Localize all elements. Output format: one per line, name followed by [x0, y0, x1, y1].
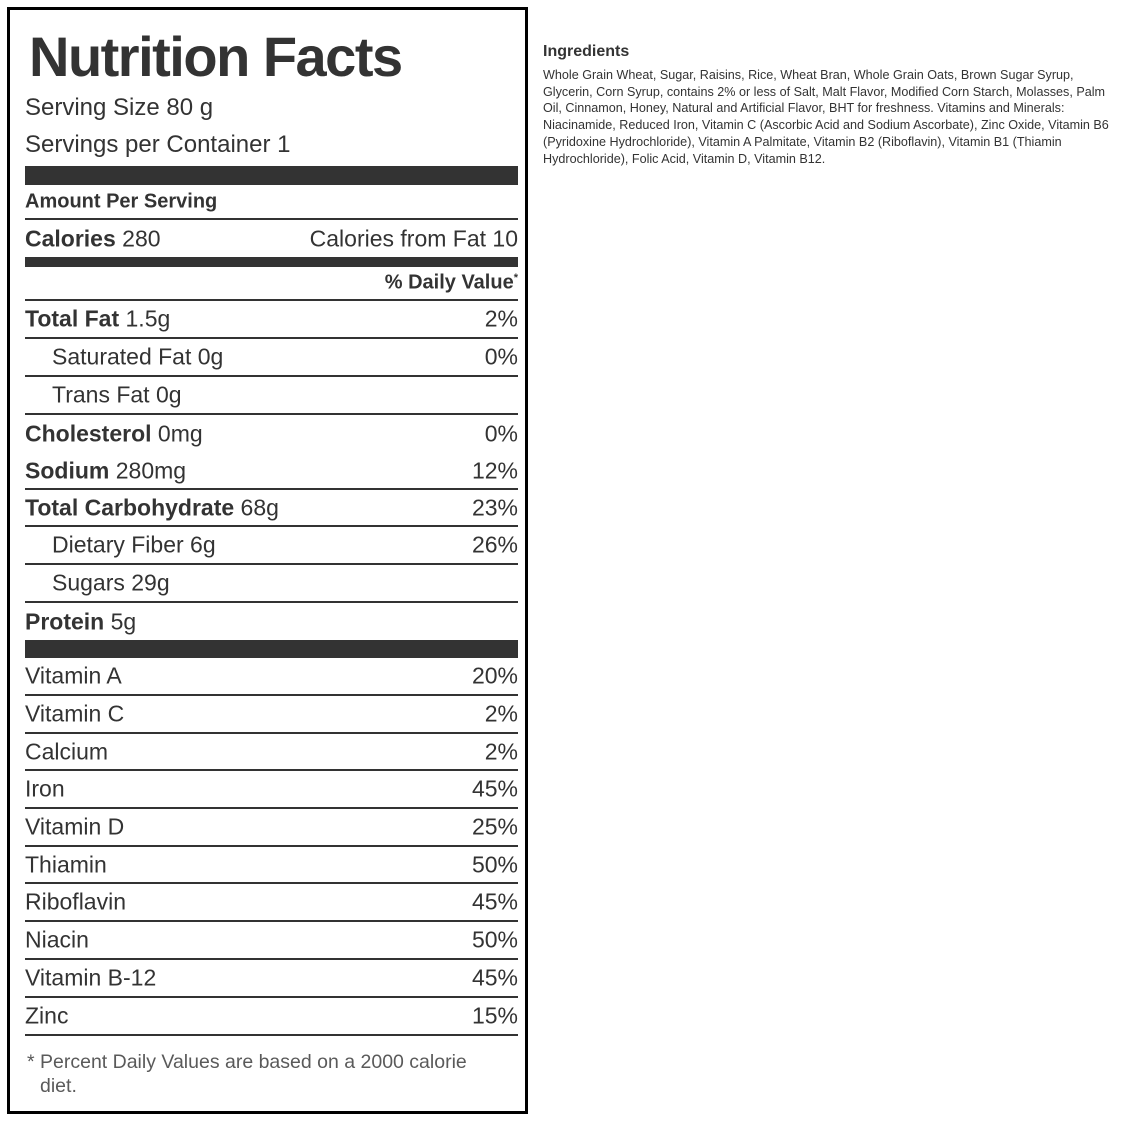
vitamin-row: [25, 734, 518, 771]
thick-divider: [25, 166, 518, 185]
nutrient-dv: 2%: [484, 305, 518, 332]
vitamin-dv: 2%: [484, 700, 518, 727]
nutrient-amount: 0g: [155, 381, 182, 408]
nutrient-name: Total Carbohydrate: [25, 494, 235, 520]
nutrient-row: [25, 603, 518, 640]
nutrient-name: Sodium: [25, 457, 110, 483]
calories-label: Calories: [25, 225, 116, 251]
nutrient-amount: 29g: [131, 569, 170, 596]
nutrient-dv: 0%: [484, 343, 518, 370]
vitamin-dv: 50%: [471, 926, 518, 953]
nutrient-row: [25, 415, 518, 453]
medium-divider: [25, 257, 518, 267]
vitamin-row: [25, 998, 518, 1036]
amount-per-serving: Amount Per Serving: [25, 190, 218, 212]
vitamin-row: [25, 809, 518, 847]
calories-value: 280: [122, 225, 161, 251]
nutrient-dv: 23%: [471, 494, 518, 520]
vitamin-dv: 25%: [471, 813, 518, 840]
vitamin-dv: 45%: [471, 964, 518, 991]
footnote-line-1: * Percent Daily Values are based on a 2000 calorie: [27, 1051, 467, 1073]
nutrient-row: [25, 377, 518, 415]
nutrient-row: [25, 339, 518, 377]
vitamin-dv: 45%: [471, 888, 518, 915]
vitamin-name: Zinc: [25, 1002, 69, 1029]
amount-per-serving-row: [25, 185, 518, 220]
nutrient-row: [25, 565, 518, 603]
vitamin-name: Vitamin D: [25, 813, 125, 840]
vitamin-row: [25, 771, 518, 809]
nutrient-row: [25, 527, 518, 565]
vitamin-name: Iron: [25, 775, 65, 802]
nutrient-name: Trans Fat: [52, 381, 150, 408]
nutrient-name: Sugars: [52, 569, 125, 596]
vitamin-row: [25, 960, 518, 998]
nutrient-amount: 0g: [197, 343, 224, 370]
nutrient-row: [25, 453, 518, 490]
vitamin-name: Niacin: [25, 926, 89, 953]
vitamin-name: Thiamin: [25, 851, 107, 877]
nutrient-amount: 6g: [190, 531, 216, 558]
nutrient-name: Total Fat: [25, 305, 120, 332]
nutrient-dv: 12%: [471, 457, 518, 483]
daily-value-header-row: [25, 267, 518, 301]
vitamin-name: Calcium: [25, 738, 109, 764]
vitamin-name: Vitamin C: [25, 700, 125, 727]
nutrition-facts-label: [7, 7, 528, 1114]
label-title: Nutrition Facts: [29, 25, 402, 88]
vitamin-row: [25, 696, 518, 734]
nutrient-dv: 0%: [484, 420, 518, 447]
daily-value-header: % Daily Value: [384, 271, 514, 294]
calories-row: [25, 220, 518, 257]
nutrient-amount: 5g: [110, 608, 137, 634]
footnote: [27, 1050, 507, 1098]
vitamin-dv: 2%: [484, 738, 518, 764]
vitamin-dv: 20%: [471, 662, 518, 689]
vitamin-name: Vitamin B-12: [25, 964, 157, 991]
nutrient-amount: 0mg: [157, 420, 203, 447]
calories-from-fat: Calories from Fat 10: [309, 225, 518, 251]
servings-per-container: Servings per Container 1: [25, 131, 291, 158]
nutrient-amount: 68g: [240, 494, 279, 520]
nutrient-name: Protein: [25, 608, 105, 634]
footnote-line-2: diet.: [40, 1075, 77, 1097]
nutrient-row: [25, 301, 518, 339]
vitamin-dv: 45%: [471, 775, 518, 802]
vitamin-row: [25, 847, 518, 884]
vitamin-row: [25, 884, 518, 922]
vitamin-name: Vitamin A: [25, 662, 122, 689]
vitamin-row: [25, 658, 518, 696]
nutrient-name: Dietary Fiber: [52, 531, 184, 558]
ingredients-section: [543, 43, 1123, 167]
ingredients-title: Ingredients: [543, 43, 630, 60]
thick-divider: [25, 640, 518, 658]
nutrient-dv: 26%: [471, 531, 518, 558]
daily-value-asterisk: *: [513, 271, 518, 284]
vitamin-dv: 15%: [471, 1002, 518, 1029]
nutrient-name: Saturated Fat: [52, 343, 192, 370]
vitamin-row: [25, 922, 518, 960]
nutrient-row: [25, 490, 518, 527]
nutrient-amount: 280mg: [115, 457, 187, 483]
serving-size: Serving Size 80 g: [25, 94, 214, 121]
nutrient-amount: 1.5g: [125, 305, 171, 332]
vitamin-name: Riboflavin: [25, 888, 126, 915]
ingredients-text: Whole Grain Wheat, Sugar, Raisins, Rice, Wheat Bran, Whole Grain Oats, Brown Sugar Syrup, Glycerin, Corn Syrup, contains 2% or less of Salt, Malt Flavor, Modified Corn Starch, Molasses, Palm Oil, Cinnamon, Honey, Natural and Artificial Flavor, BHT for freshness. Vitamins and Minerals: Niacinamide, Reduced Iron, Vitamin C (Ascorbic Acid and Sodium Ascorbate), Zinc Oxide, Vitamin B6 (Pyridoxine Hydrochloride), Vitamin A Palmitate, Vitamin B2 (Riboflavin), Vitamin B1 (Thiamin Hydrochloride), Folic Acid, Vitamin D, Vitamin B12.: [543, 68, 1109, 166]
nutrient-name: Cholesterol: [25, 420, 152, 447]
vitamin-dv: 50%: [471, 851, 518, 877]
